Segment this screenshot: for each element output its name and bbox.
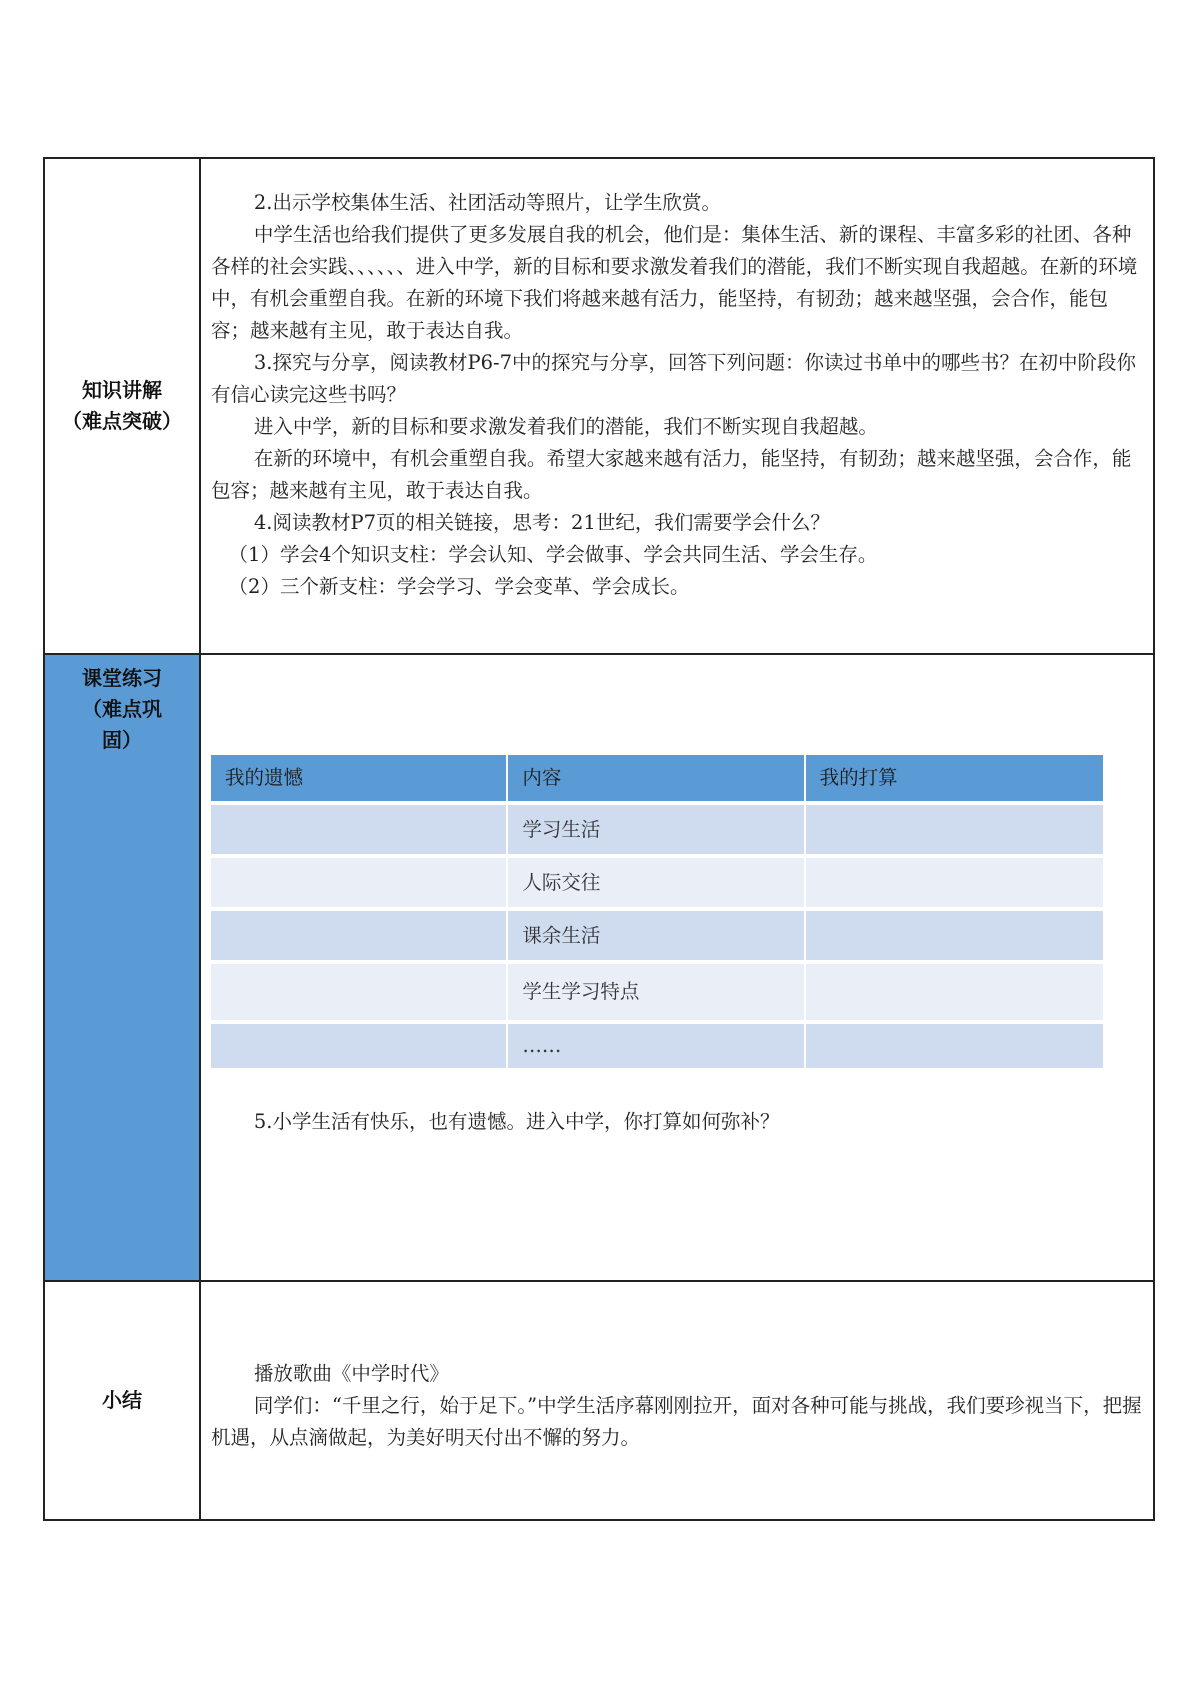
knowledge-label-cell	[44, 158, 200, 654]
summary-row	[44, 1281, 1154, 1520]
summary-paragraph: 同学们：“千里之行，始于足下。”中学生活序幕刚刚拉开，面对各种可能与挑战，我们要珍视当下，把握机遇，从点滴做起，为美好明天付出不懈的努力。	[211, 1394, 1142, 1449]
summary-content-cell	[200, 1281, 1154, 1520]
summary-label-cell	[44, 1281, 200, 1520]
table-row	[211, 911, 1103, 964]
practice-label-cell	[44, 654, 200, 1281]
knowledge-paragraph: 进入中学，新的目标和要求激发着我们的潜能，我们不断实现自我超越。	[253, 415, 878, 438]
summary-paragraph: 播放歌曲《中学时代》	[253, 1362, 449, 1385]
table-cell: 人际交往	[508, 858, 805, 911]
knowledge-paragraph: 2.出示学校集体生活、社团活动等照片，让学生欣赏。	[253, 191, 721, 214]
knowledge-paragraph: （1）学会4个知识支柱：学会认知、学会做事、学会共同生活、学会生存。	[228, 543, 878, 566]
knowledge-paragraph: 在新的环境中，有机会重塑自我。希望大家越来越有活力，能坚持，有韧劲；越来越坚强，会合作，能包容；越来越有主见，敢于表达自我。	[211, 447, 1132, 502]
table-row	[211, 1024, 1103, 1072]
table-cell[interactable]	[806, 858, 1103, 911]
table-cell: 学习生活	[508, 805, 805, 858]
knowledge-row	[44, 158, 1154, 654]
table-row	[211, 964, 1103, 1024]
knowledge-paragraph: 3.探究与分享，阅读教材P6-7中的探究与分享，回答下列问题：你读过书单中的哪些书？在初中阶段你有信心读完这些书吗？	[211, 351, 1137, 406]
summary-label-line-1: 小结	[102, 1388, 142, 1412]
table-cell[interactable]	[806, 805, 1103, 858]
table-cell: 课余生活	[508, 911, 805, 964]
regret-table-header: 我的遗憾	[211, 755, 508, 805]
regret-table-header-row	[211, 755, 1103, 805]
practice-question: 5.小学生活有快乐，也有遗憾。进入中学，你打算如何弥补？	[253, 1110, 780, 1133]
table-cell: 学生学习特点	[508, 964, 805, 1024]
table-row	[211, 858, 1103, 911]
table-cell[interactable]	[211, 805, 508, 858]
knowledge-label-line-2: （难点突破）	[62, 409, 182, 433]
knowledge-paragraph: 4.阅读教材P7页的相关链接，思考：21世纪，我们需要学会什么？	[253, 511, 830, 534]
table-cell[interactable]	[211, 1024, 508, 1072]
table-cell[interactable]	[211, 911, 508, 964]
practice-label-line-3: 固）	[102, 728, 142, 752]
table-cell[interactable]	[806, 964, 1103, 1024]
table-cell[interactable]	[211, 964, 508, 1024]
practice-label-line-2: （难点巩	[82, 697, 162, 721]
regret-plan-table	[211, 755, 1103, 1072]
lesson-plan-table	[43, 157, 1155, 1521]
regret-table-header: 我的打算	[806, 755, 1103, 805]
table-cell: ……	[508, 1024, 805, 1072]
regret-table-header: 内容	[508, 755, 805, 805]
knowledge-label-line-1: 知识讲解	[82, 378, 162, 402]
practice-content-cell	[200, 654, 1154, 1281]
knowledge-paragraph: 中学生活也给我们提供了更多发展自我的机会，他们是：集体生活、新的课程、丰富多彩的社团、各种各样的社会实践、、、、、、进入中学，新的目标和要求激发着我们的潜能，我们不断实现自我超越。在新的环境中，有机会重塑自我。在新的环境下我们将越来越有活力，能坚持，有韧劲；越来越坚强，会合作，能包容；越来越有主见，敢于表达自我。	[211, 223, 1138, 342]
knowledge-paragraph: （2）三个新支柱：学会学习、学会变革、学会成长。	[228, 575, 690, 598]
table-cell[interactable]	[806, 1024, 1103, 1072]
practice-label-line-1: 课堂练习	[82, 666, 162, 690]
table-cell[interactable]	[211, 858, 508, 911]
knowledge-content-cell	[200, 158, 1154, 654]
table-cell[interactable]	[806, 911, 1103, 964]
table-row	[211, 805, 1103, 858]
practice-row	[44, 654, 1154, 1281]
